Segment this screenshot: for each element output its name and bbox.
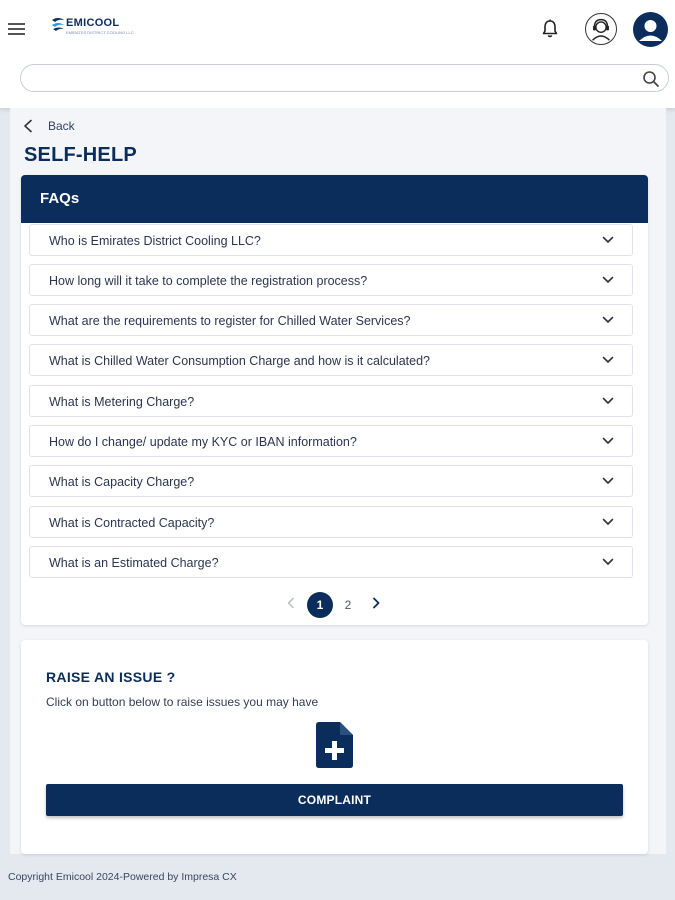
chevron-left-icon	[22, 119, 34, 133]
logo-subtext: EMIRATES DISTRICT COOLING LLC	[66, 30, 134, 35]
search-input[interactable]	[33, 69, 633, 89]
faq-question: What is Capacity Charge?	[49, 475, 195, 489]
page-title: SELF-HELP	[24, 144, 137, 166]
chevron-down-icon	[602, 518, 614, 526]
chevron-down-icon	[602, 558, 614, 566]
back-button[interactable]	[22, 116, 75, 136]
footer-copyright: Copyright Emicool 2024-Powered by Impresa CX	[8, 871, 237, 883]
add-document-icon[interactable]	[316, 722, 353, 768]
customer-support-icon[interactable]	[585, 13, 617, 45]
search-bar	[20, 64, 669, 92]
faq-item[interactable]	[29, 425, 633, 457]
chevron-down-icon	[602, 316, 614, 324]
chevron-left-icon[interactable]	[286, 597, 296, 609]
faq-item[interactable]	[29, 344, 633, 376]
chevron-down-icon	[602, 437, 614, 445]
faq-item[interactable]	[29, 385, 633, 417]
faq-item[interactable]	[29, 264, 633, 296]
faq-card	[21, 175, 648, 625]
chevron-down-icon	[602, 477, 614, 485]
faq-item[interactable]	[29, 304, 633, 336]
user-avatar-icon[interactable]	[633, 12, 668, 47]
search-icon[interactable]	[642, 70, 660, 88]
back-label: Back	[48, 119, 75, 133]
faq-question: What is Metering Charge?	[49, 395, 195, 409]
chevron-down-icon	[602, 397, 614, 405]
hamburger-menu-icon[interactable]	[8, 20, 30, 38]
faq-item[interactable]	[29, 506, 633, 538]
faq-header	[21, 175, 648, 223]
faq-question: What is an Estimated Charge?	[49, 556, 219, 570]
faq-item[interactable]	[29, 224, 633, 256]
logo-text: EMICOOL	[66, 17, 120, 29]
raise-issue-title: RAISE AN ISSUE ?	[46, 669, 176, 685]
faq-question: Who is Emirates District Cooling LLC?	[49, 234, 261, 248]
raise-issue-card	[21, 640, 648, 854]
chevron-down-icon	[602, 236, 614, 244]
chevron-down-icon	[602, 356, 614, 364]
pagination	[21, 589, 648, 619]
faq-item[interactable]	[29, 546, 633, 578]
faq-question: How long will it take to complete the registration process?	[49, 274, 368, 288]
faq-question: What is Contracted Capacity?	[49, 516, 215, 530]
faq-item[interactable]	[29, 465, 633, 497]
top-app-bar	[0, 0, 675, 108]
raise-issue-text: Click on button below to raise issues you may have	[46, 695, 319, 709]
faq-question: What is Chilled Water Consumption Charge and how is it calculated?	[49, 354, 430, 368]
faq-question: What are the requirements to register for Chilled Water Services?	[49, 314, 411, 328]
page-1-button[interactable]: 1	[307, 592, 333, 618]
logo-mark-icon	[50, 16, 66, 32]
faq-title: FAQs	[40, 190, 80, 207]
bell-icon[interactable]	[540, 18, 560, 40]
chevron-down-icon	[602, 276, 614, 284]
page-2-button[interactable]: 2	[344, 598, 352, 612]
faq-question: How do I change/ update my KYC or IBAN information?	[49, 435, 357, 449]
complaint-button[interactable]: COMPLAINT	[46, 784, 623, 816]
chevron-right-icon[interactable]	[371, 597, 381, 609]
